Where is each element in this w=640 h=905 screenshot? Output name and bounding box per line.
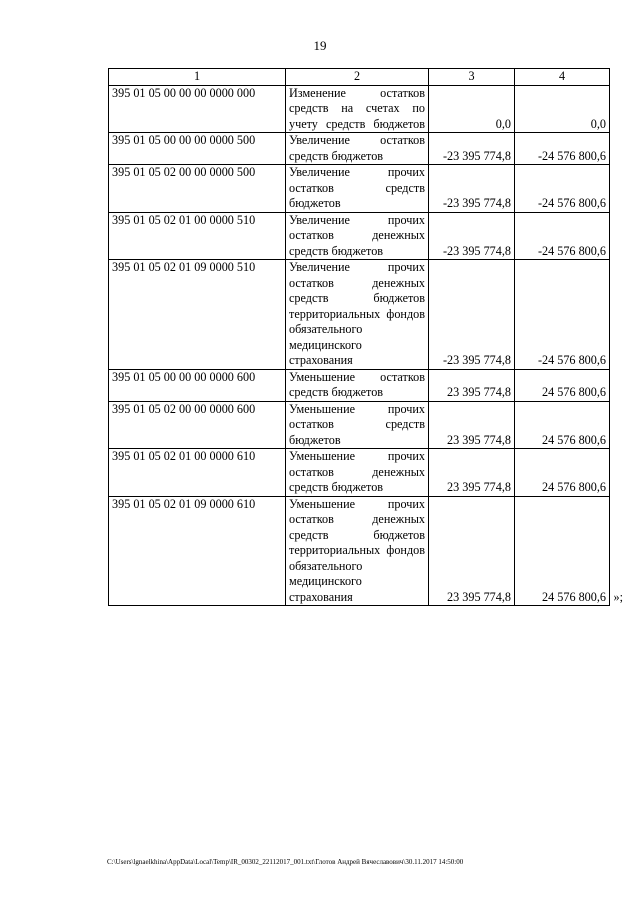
- row-value-col4: -24 576 800,6: [515, 260, 610, 370]
- row-code: 395 01 05 02 01 00 0000 510: [109, 212, 286, 260]
- row-code: 395 01 05 02 01 09 0000 610: [109, 496, 286, 606]
- row-value-col4-text: 24 576 800,6: [542, 589, 606, 604]
- row-value-col3: -23 395 774,8: [429, 260, 515, 370]
- table-row: [109, 133, 610, 165]
- row-description: Увеличение прочих остатков денежных средств бюджетов: [286, 212, 429, 260]
- row-description: Уменьшение остатков средств бюджетов: [286, 369, 429, 401]
- row-code: 395 01 05 00 00 00 0000 600: [109, 369, 286, 401]
- header-col-2: 2: [286, 69, 429, 86]
- page-number: 19: [313, 38, 327, 53]
- row-description: Уменьшение прочих остатков средств бюджетов: [286, 401, 429, 449]
- row-value-col4: -24 576 800,6: [515, 133, 610, 165]
- row-description: Изменение остатков средств на счетах по учету средств бюджетов: [286, 85, 429, 133]
- footer-file-path: C:\Users\lgnaelkhina\AppData\Local\Temp\IR_00302_22112017_001.txt\Глотов Андрей Вячеславович\30.11.2017 14:50:00: [107, 858, 464, 866]
- header-col-1: 1: [109, 69, 286, 86]
- row-value-col3: 0,0: [429, 85, 515, 133]
- table-row: [109, 85, 610, 133]
- row-value-col4: 24 576 800,6: [515, 449, 610, 497]
- table-row: [109, 496, 610, 606]
- row-code: 395 01 05 02 00 00 0000 500: [109, 165, 286, 213]
- row-description: Увеличение прочих остатков денежных средств бюджетов территориальных фондов обязательного медицинского страхования: [286, 260, 429, 370]
- header-col-4: 4: [515, 69, 610, 86]
- row-code: 395 01 05 00 00 00 0000 000: [109, 85, 286, 133]
- row-value-col4: 24 576 800,6: [515, 401, 610, 449]
- row-description: Увеличение прочих остатков средств бюджетов: [286, 165, 429, 213]
- row-description: Увеличение остатков средств бюджетов: [286, 133, 429, 165]
- table-row: [109, 260, 610, 370]
- row-value-col4: -24 576 800,6: [515, 212, 610, 260]
- row-value-col3: -23 395 774,8: [429, 212, 515, 260]
- row-value-col4: [515, 496, 623, 606]
- row-description: Уменьшение прочих остатков денежных средств бюджетов: [286, 449, 429, 497]
- table-row: [109, 401, 610, 449]
- row-description: Уменьшение прочих остатков денежных средств бюджетов территориальных фондов обязательного медицинского страхования: [286, 496, 429, 606]
- row-code: 395 01 05 00 00 00 0000 500: [109, 133, 286, 165]
- row-value-col3: -23 395 774,8: [429, 133, 515, 165]
- header-col-3: 3: [429, 69, 515, 86]
- row-code: 395 01 05 02 01 09 0000 510: [109, 260, 286, 370]
- table-row: [109, 369, 610, 401]
- row-value-col3: -23 395 774,8: [429, 165, 515, 213]
- closing-quote-mark: »;: [613, 589, 623, 604]
- table-row: [109, 165, 610, 213]
- row-value-col3: 23 395 774,8: [429, 401, 515, 449]
- table-row: [109, 212, 610, 260]
- row-value-col4: 0,0: [515, 85, 610, 133]
- table-row: [109, 449, 610, 497]
- budget-sources-table: [108, 68, 623, 606]
- row-code: 395 01 05 02 01 00 0000 610: [109, 449, 286, 497]
- row-value-col3: 23 395 774,8: [429, 496, 515, 606]
- row-code: 395 01 05 02 00 00 0000 600: [109, 401, 286, 449]
- row-value-col3: 23 395 774,8: [429, 369, 515, 401]
- row-value-col4: 24 576 800,6: [515, 369, 610, 401]
- row-value-col4: -24 576 800,6: [515, 165, 610, 213]
- table-header-row: [109, 69, 610, 86]
- row-value-col3: 23 395 774,8: [429, 449, 515, 497]
